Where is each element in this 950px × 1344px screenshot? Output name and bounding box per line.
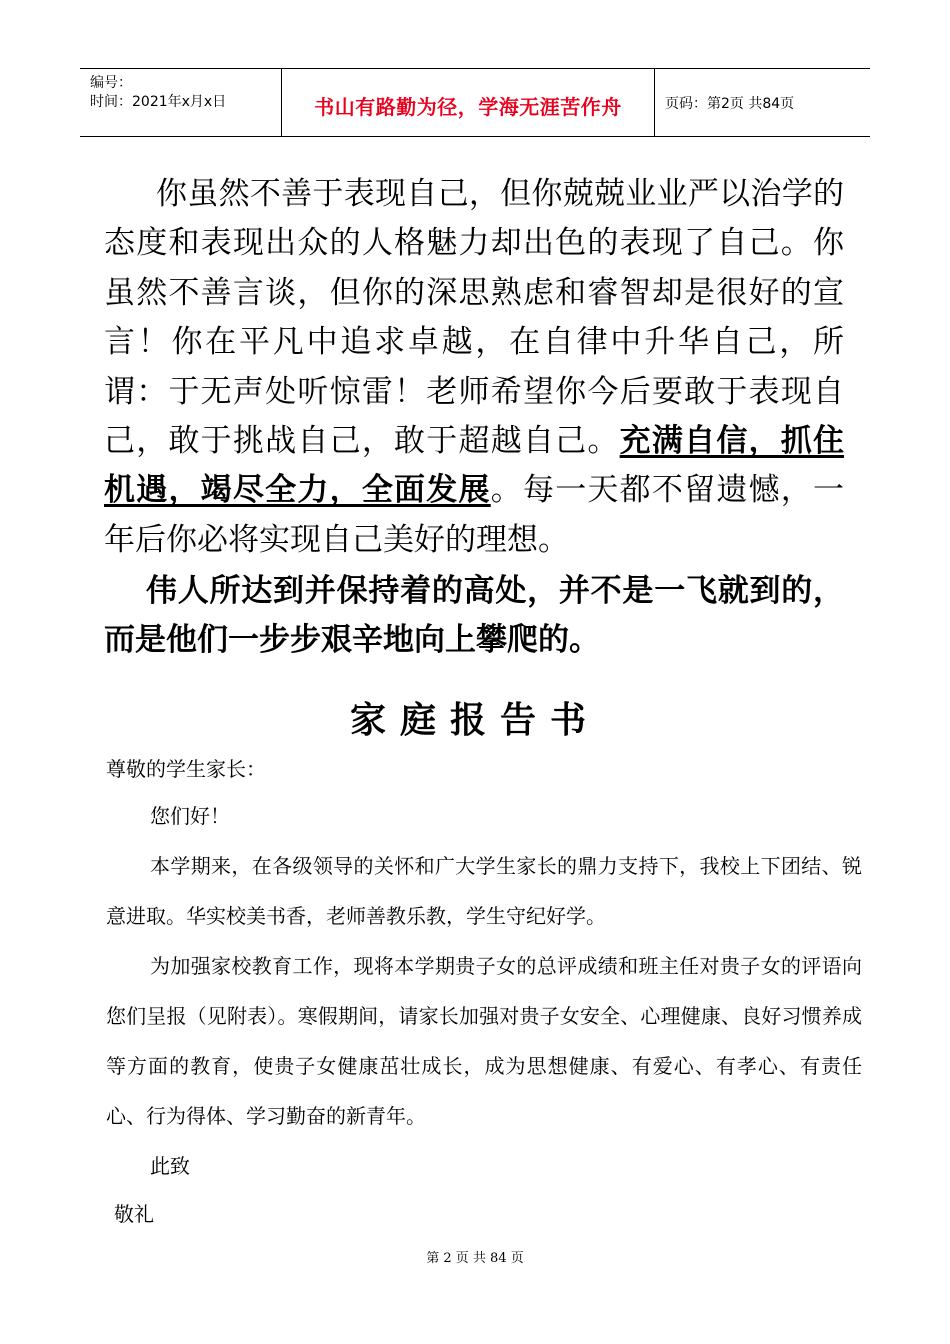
header-page-code: 页码：第2页 共84页 [665, 96, 795, 112]
document-header [80, 68, 870, 137]
document-date-label: 时间：2021年x月x日 [90, 94, 227, 110]
header-motto: 书山有路勤为径，学海无涯苦作舟 [314, 95, 622, 119]
report-title: 家庭报告书 [349, 699, 600, 741]
header-meta-cell [80, 69, 282, 136]
page-footer: 第 2 页 共 84 页 [426, 1251, 524, 1266]
report-salutation: 尊敬的学生家长： [106, 757, 266, 781]
header-motto-cell [282, 69, 655, 136]
report-greeting: 您们好！ [150, 804, 230, 828]
comment-emphasis: 充满自信，抓住机遇，竭尽全力，全面发展 [104, 423, 845, 509]
report-paragraph-1: 本学期来，在各级领导的关怀和广大学生家长的鼎力支持下，我校上下团结、锐意进取。华实校美书香，老师善教乐教，学生守纪好学。 [106, 854, 862, 928]
comment-text-end: 。每一天都不留遗憾，一年后你必将实现自己美好的理想。 [104, 472, 845, 558]
motivational-quote: 伟人所达到并保持着的高处，并不是一飞就到的，而是他们一步步艰辛地向上攀爬的。 [104, 573, 844, 659]
report-closing-jing-li: 敬礼 [114, 1202, 154, 1226]
header-page-cell [655, 69, 870, 136]
teacher-comment-paragraph [104, 170, 844, 565]
comment-text-start: 你虽然不善于表现自己，但你兢兢业业严以治学的态度和表现出众的人格魅力却出色的表现了自己。你虽然不善言谈，但你的深思熟虑和睿智却是很好的宣言！你在平凡中追求卓越，在自律中升华自己，所谓：于无声处听惊雷！老师希望你今后要敢于表现自己，敢于挑战自己，敢于超越自己。 [104, 176, 844, 460]
report-closing-ci-zhi: 此致 [150, 1154, 190, 1178]
document-number-label: 编号： [90, 75, 132, 91]
report-paragraph-2: 为加强家校教育工作，现将本学期贵子女的总评成绩和班主任对贵子女的评语向您们呈报（见附表）。寒假期间，请家长加强对贵子女安全、心理健康、良好习惯养成等方面的教育，使贵子女健康茁壮成长，成为思想健康、有爱心、有孝心、有责任心、行为得体、学习勤奋的新青年。 [106, 954, 862, 1128]
